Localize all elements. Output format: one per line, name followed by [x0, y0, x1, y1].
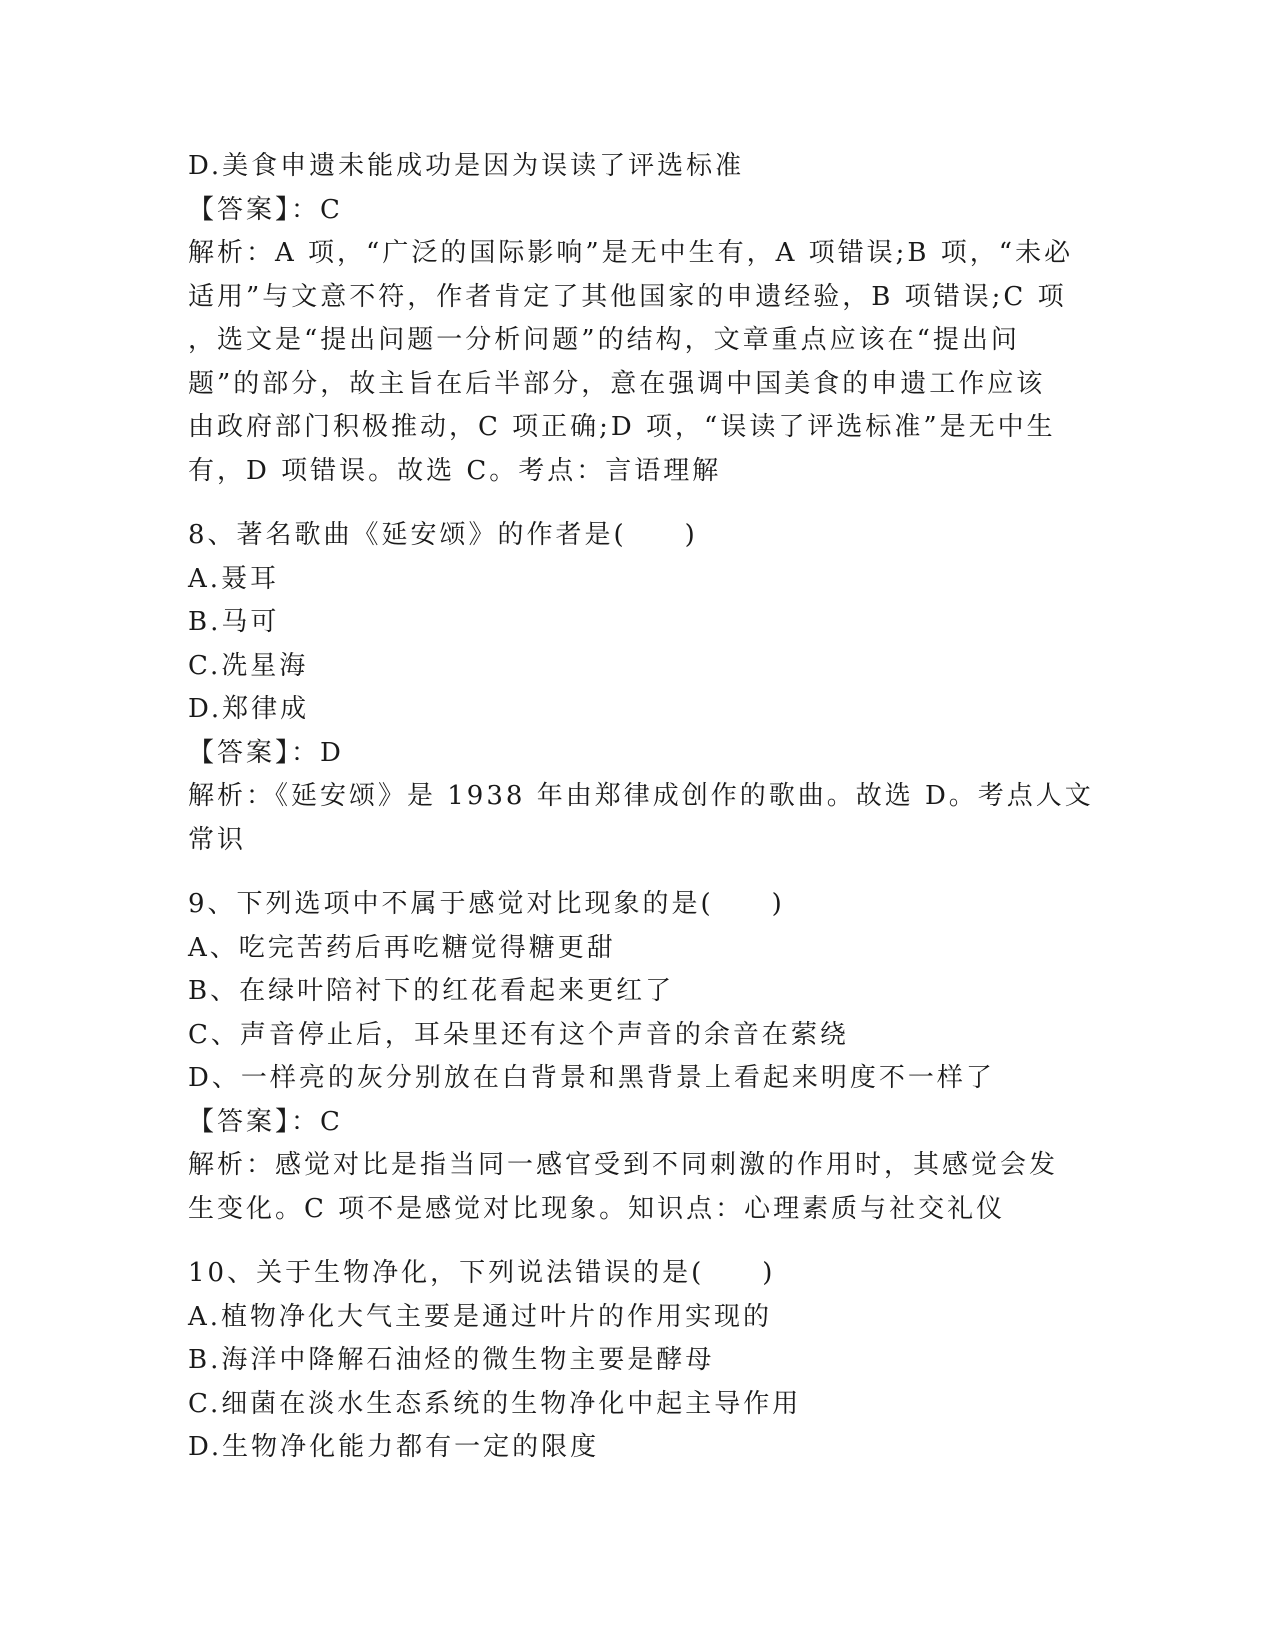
- option-c: C、声音停止后，耳朵里还有这个声音的余音在萦绕: [188, 1019, 849, 1050]
- question-stem: 10、关于生物净化，下列说法错误的是( ): [188, 1258, 776, 1288]
- option-b: B、在绿叶陪衬下的红花看起来更红了: [188, 976, 675, 1006]
- option-a: A.植物净化大气主要是通过叶片的作用实现的: [188, 1301, 773, 1332]
- option-a: A.聂耳: [188, 563, 280, 594]
- question-stem: 9、下列选项中不属于感觉对比现象的是( ): [188, 889, 785, 919]
- analysis-line: 题”的部分，故主旨在后半部分，意在强调中国美食的申遗工作应该: [188, 368, 1046, 399]
- option-d: D.郑律成: [188, 694, 310, 724]
- option-b: B.海洋中降解石油烃的微生物主要是酵母: [188, 1345, 715, 1375]
- document-body: [188, 145, 1094, 1470]
- answer: 【答案】：D: [188, 737, 344, 768]
- option-d: D.美食申遗未能成功是因为误读了评选标准: [188, 151, 745, 181]
- question-7-tail: [188, 145, 1088, 493]
- analysis-line: 由政府部门积极推动，C 项正确;D 项，“误读了评选标准”是无中生: [188, 412, 1056, 442]
- answer: 【答案】：C: [188, 194, 343, 225]
- question-10: [188, 1252, 1088, 1470]
- option-c: C.细菌在淡水生态系统的生物净化中起主导作用: [188, 1388, 802, 1419]
- option-a: A、吃完苦药后再吃糖觉得糖更甜: [188, 932, 616, 963]
- analysis-line: 解析：A 项，“广泛的国际影响”是无中生有，A 项错误;B 项，“未必: [188, 238, 1074, 268]
- question-9: [188, 883, 1088, 1231]
- analysis-line: 解析：感觉对比是指当同一感官受到不同刺激的作用时，其感觉会发: [188, 1150, 1059, 1180]
- analysis-line: 常识: [188, 824, 247, 855]
- analysis-line: ，选文是“提出问题一分析问题”的结构，文章重点应该在“提出问: [188, 325, 1020, 355]
- question-8: [188, 514, 1094, 862]
- analysis-line: 生变化。C 项不是感觉对比现象。知识点：心理素质与社交礼仪: [188, 1193, 1006, 1224]
- option-d: D.生物净化能力都有一定的限度: [188, 1432, 600, 1462]
- option-d: D、一样亮的灰分别放在白背景和黑背景上看起来明度不一样了: [188, 1063, 995, 1093]
- question-stem: 8、著名歌曲《延安颂》的作者是( ): [188, 520, 698, 550]
- analysis-line: 适用”与文意不符，作者肯定了其他国家的申遗经验，B 项错误;C 项: [188, 281, 1067, 312]
- answer: 【答案】：C: [188, 1106, 343, 1137]
- analysis-line: 有，D 项错误。故选 C。考点：言语理解: [188, 455, 722, 486]
- analysis-line: 解析：《延安颂》是 1938 年由郑律成创作的歌曲。故选 D。考点人文: [188, 781, 1094, 811]
- option-c: C.冼星海: [188, 650, 309, 681]
- option-b: B.马可: [188, 607, 280, 637]
